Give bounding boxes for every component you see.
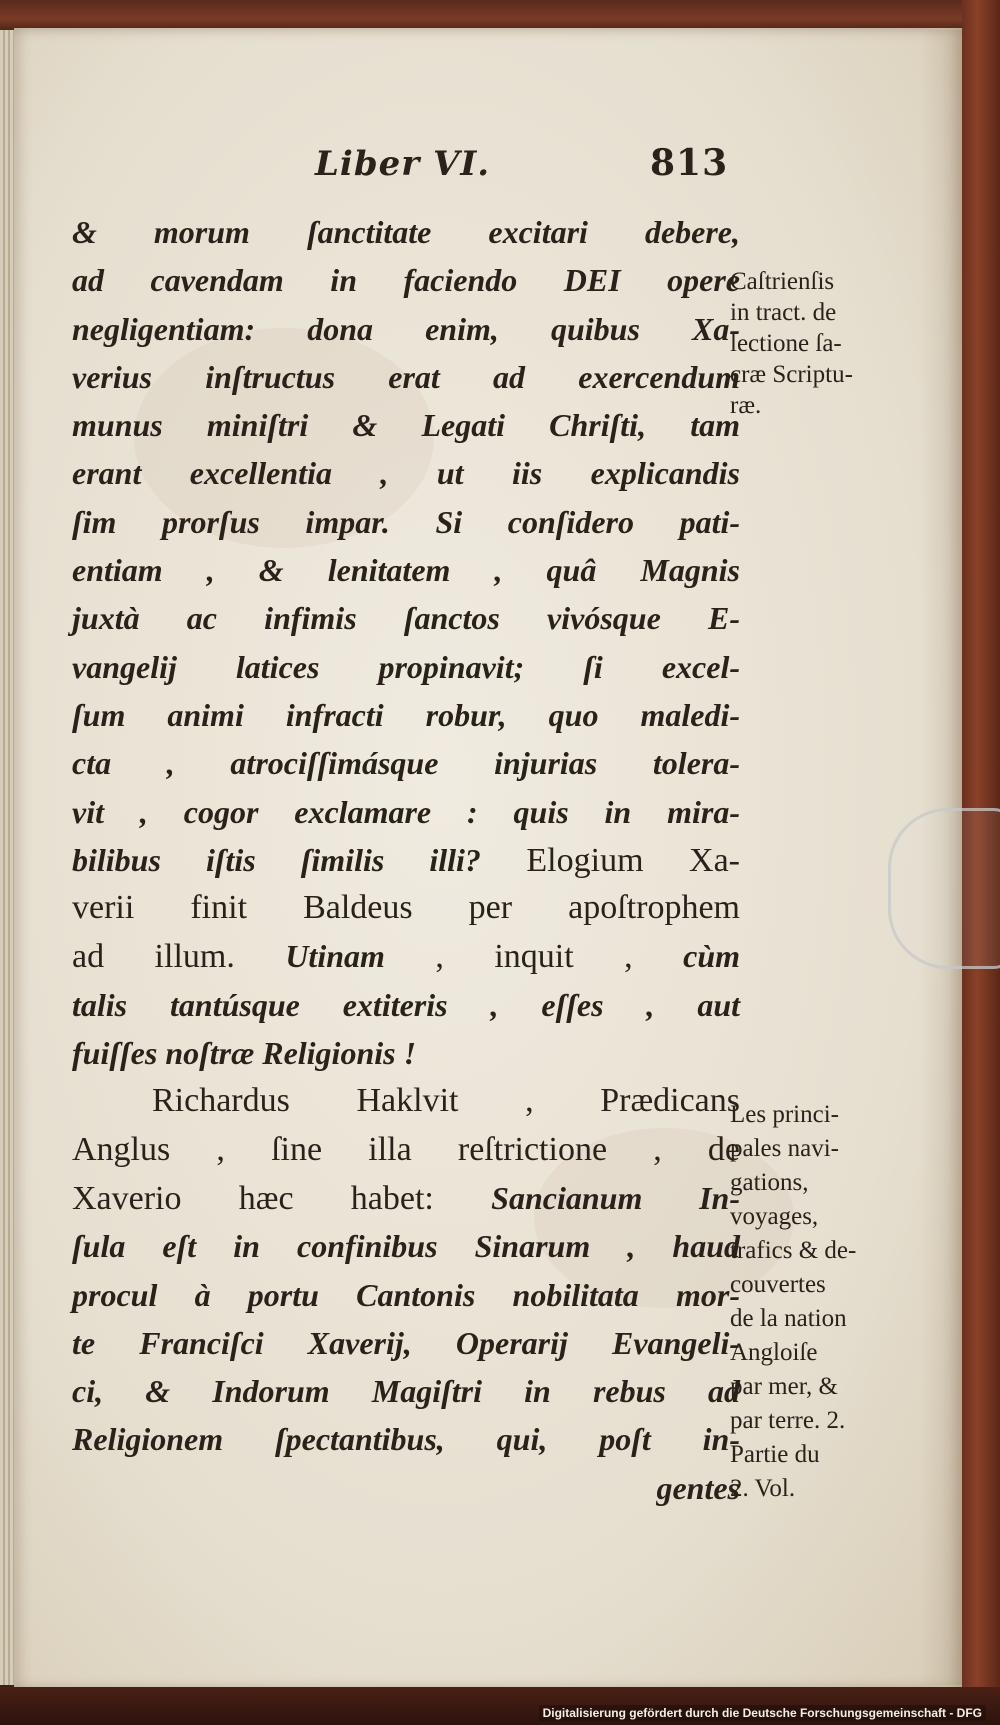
- text-line: vit , cogor exclamare : quis in mira-: [72, 793, 740, 830]
- text-line: ci, & Indorum Magiſtri in rebus ad: [72, 1373, 740, 1410]
- margin-note-line: gations,: [730, 1169, 809, 1196]
- margin-note-line: pales navi-: [730, 1135, 839, 1162]
- margin-note-line: trafics & de-: [730, 1237, 857, 1264]
- roman-run: , inquit ,: [384, 938, 684, 976]
- text-line: procul à portu Cantonis nobilitata mor-: [72, 1276, 740, 1313]
- italic-run: Sancianum In-: [491, 1179, 740, 1216]
- margin-note-castriensis: [730, 266, 930, 421]
- margin-note-line: 2. Vol.: [730, 1475, 796, 1502]
- text-line: ſum animi infracti robur, quo maledi-: [72, 696, 740, 733]
- roman-run: Xaverio hæc habet:: [72, 1179, 492, 1217]
- text-line: gentes: [656, 1469, 740, 1506]
- text-line: munus miniſtri & Legati Chriſti, tam: [72, 407, 740, 444]
- page-number: 813: [650, 142, 729, 184]
- text-line: ſim prorſus impar. Si conſidero pati-: [72, 503, 740, 540]
- text-line: entiam , & lenitatem , quâ Magnis: [72, 552, 740, 589]
- text-line: & morum ſanctitate excitari debere,: [72, 214, 740, 250]
- text-line: [72, 1174, 740, 1222]
- margin-note-line: in tract. de: [730, 299, 837, 326]
- text-line: erant excellentia , ut iis explicandis: [72, 455, 740, 492]
- margin-note-line: cræ Scriptu-: [730, 361, 853, 388]
- text-line: talis tantúsque extiteris , eſſes , aut: [72, 986, 740, 1023]
- text-line: te Franciſci Xaverij, Operarij Evangeli-: [72, 1324, 740, 1361]
- text-line: Richardus Haklvit , Prædicans: [152, 1082, 740, 1120]
- main-text-block: [72, 208, 740, 1512]
- page-clip: [888, 808, 1000, 969]
- margin-note-line: voyages,: [730, 1203, 819, 1230]
- roman-run: ad illum.: [72, 938, 286, 976]
- margin-note-line: de la nation: [730, 1305, 847, 1332]
- text-line: verius inſtructus erat ad exercendum: [72, 358, 740, 395]
- text-line: ad cavendam in faciendo DEI opere: [72, 262, 740, 299]
- page-header: [0, 138, 1000, 198]
- margin-note-line: couvertes: [730, 1271, 826, 1298]
- text-line: Anglus , ſine illa reſtrictione , de: [72, 1130, 740, 1168]
- text-line: verii finit Baldeus per apoſtrophem: [72, 889, 740, 927]
- roman-run: Elogium Xa-: [480, 841, 741, 879]
- text-line: vangelij latices propinavit; ſi excel-: [72, 648, 740, 685]
- text-line: juxtà ac infimis ſanctos vivósque E-: [72, 600, 740, 637]
- margin-note-line: lectione ſa-: [730, 330, 842, 357]
- text-line: ſula eſt in confinibus Sinarum , haud: [72, 1228, 740, 1265]
- margin-note-line: Angloiſe: [730, 1339, 818, 1366]
- running-head: Liber VI.: [315, 144, 491, 184]
- text-line: negligentiam: dona enim, quibus Xa-: [72, 310, 740, 347]
- margin-note-line: par mer, &: [730, 1373, 838, 1400]
- text-line: fuiſſes noſtræ Religionis !: [72, 1035, 417, 1072]
- margin-note-line: Caſtrienſis: [730, 268, 835, 295]
- margin-note-line: par terre. 2.: [730, 1407, 846, 1434]
- margin-note-line: Les princi-: [730, 1101, 839, 1128]
- italic-run: cùm: [683, 938, 740, 975]
- italic-run: bilibus iſtis ſimilis illi?: [72, 841, 481, 878]
- digitization-credit: Digitalisierung gefördert durch die Deutsche Forschungsgemeinschaft - DFG: [539, 1705, 986, 1721]
- text-line: [72, 932, 740, 980]
- text-line: [72, 836, 740, 884]
- text-line: cta , atrociſſimásque injurias tolera-: [72, 745, 740, 782]
- text-line: Religionem ſpectantibus, qui, poſt in-: [72, 1421, 740, 1458]
- margin-note-navigations: [730, 1098, 930, 1506]
- italic-run: Utinam: [285, 938, 385, 975]
- margin-note-line: ræ.: [730, 392, 762, 419]
- margin-note-line: Partie du: [730, 1441, 820, 1468]
